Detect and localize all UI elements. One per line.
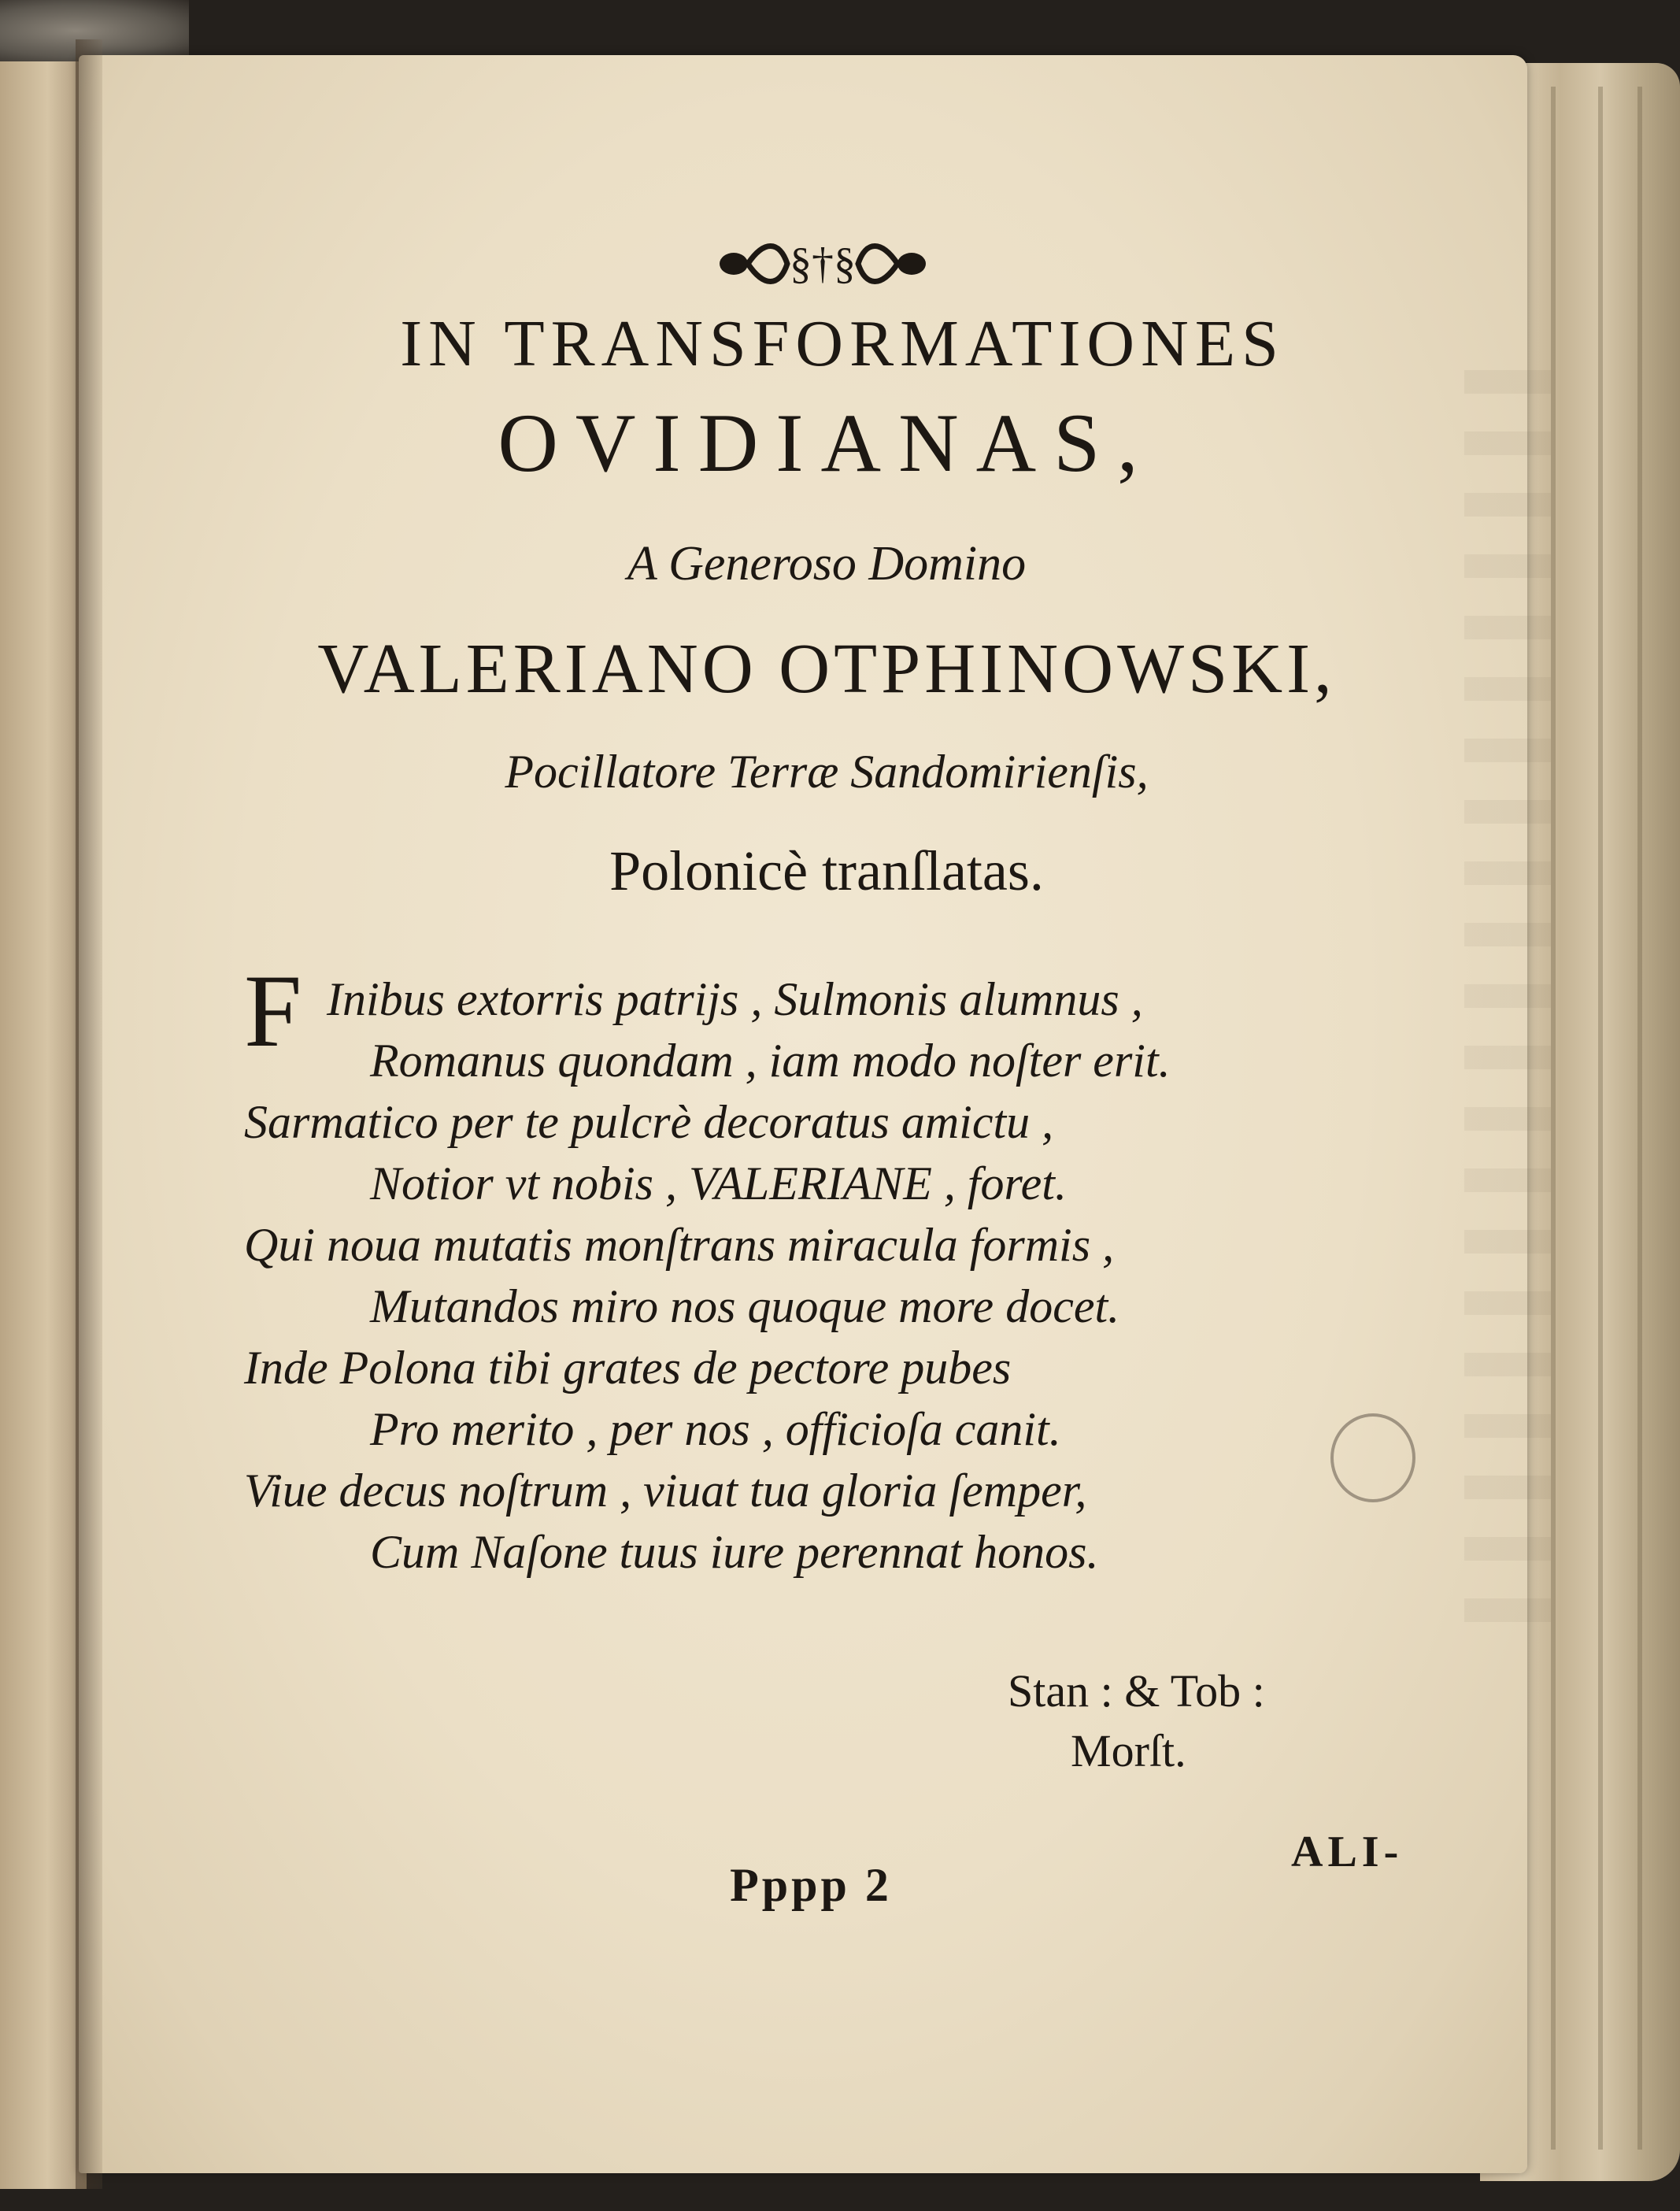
poem-line-4: Notior vt nobis , VALERIANE , foret. [370,1157,1067,1209]
dedication: A Generoso Domino [627,537,1027,591]
author-signature [1008,1661,1338,1781]
title-line-2: OVIDIANAS, [498,397,1156,489]
drop-cap: F [244,953,302,1068]
translation-note: Polonicè tranſlatas. [609,839,1044,902]
bleed-through [1464,370,1551,1630]
poem-line-5: Qui noua mutatis monſtrans miracula formis , [244,1219,1115,1271]
signature-line-2: Morſt. [1071,1725,1186,1776]
left-page-edge [0,31,87,2189]
margin-stain [1330,1413,1415,1502]
catchword: ALI- [1291,1828,1404,1876]
dedicatee-name: VALERIANO OTPHINOWSKI, [317,630,1336,708]
poem-line-10: Cum Naſone tuus iure perennat honos. [370,1526,1099,1578]
poem-line-7: Inde Polona tibi grates de pectore pubes [244,1342,1012,1394]
poem-line-9: Viue decus noſtrum , viuat tua gloria ſemper, [244,1465,1087,1517]
binding-gutter [76,39,102,2189]
poem [244,968,1472,1583]
poem-line-2: Romanus quondam , iam modo noſter erit. [370,1035,1171,1087]
poem-line-1: Inibus extorris patrijs , Sulmonis alumnus , [327,973,1143,1025]
page [79,55,1527,2173]
signature-line-1: Stan : & Tob : [1008,1665,1265,1717]
poem-line-6: Mutandos miro nos quoque more docet. [370,1280,1120,1332]
signature-mark: Pppp 2 [730,1859,892,1911]
dedicatee-office: Pocillatore Terræ Sandomirienſis, [505,746,1149,798]
title-line-1: IN TRANSFORMATIONES [400,307,1285,380]
poem-line-3: Sarmatico per te pulcrè decoratus amictu , [244,1096,1054,1148]
poem-line-8: Pro merito , per nos , officioſa canit. [370,1403,1061,1455]
fleuron-glyphs: §†§ [790,239,856,288]
fleuron-icon [716,232,929,295]
